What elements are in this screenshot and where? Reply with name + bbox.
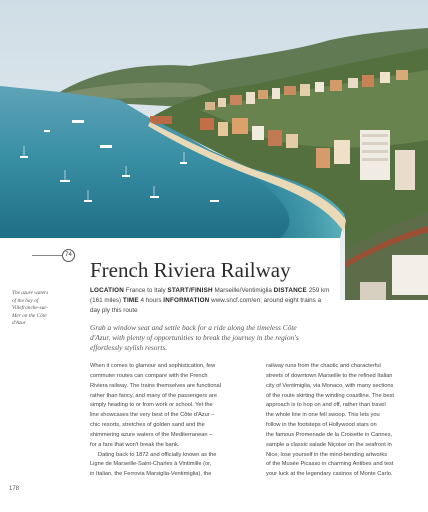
start-finish-label: START/FINISH	[167, 287, 213, 294]
caption-line: Villefranche-sur-	[12, 305, 48, 312]
distance-miles: (161 miles)	[90, 297, 122, 304]
body-line: When it comes to glamour and sophistication, few	[90, 363, 216, 369]
body-line: for a fare that won't break the bank.	[90, 441, 180, 448]
facts-line-1	[90, 286, 336, 296]
intro-line: Grab a window seat and settle back for a ride along the timeless Côte	[90, 323, 297, 332]
distance-label: DISTANCE	[273, 287, 307, 294]
caption-line: The azure waters	[12, 290, 49, 296]
location-value: France to Italy	[125, 287, 166, 294]
body-line: Ligne de Marseille-Saint-Charles à Vintimille (or,	[90, 461, 212, 468]
body-paragraph	[90, 362, 240, 451]
page-title: French Riviera Railway	[90, 258, 291, 282]
body-line: follow in the footsteps of Hollywood stars on	[266, 422, 377, 429]
body-line: sample a classic salade Niçoise on the seafront in	[266, 441, 392, 448]
body-line: simply heading to or from work or school. Yet the	[90, 402, 213, 409]
caption-line: d'Azur	[12, 320, 26, 327]
body-line: city of Ventimiglia, via Monaco, with many sections	[266, 382, 394, 389]
body-column-2	[266, 362, 416, 480]
body-line: the famous Promenade de la Croisette in Cannes,	[266, 431, 393, 438]
photo-caption	[12, 290, 64, 328]
body-line: of the route skirting the winding coastline. The best	[266, 392, 394, 399]
information-value-cont: day ply this route	[90, 307, 138, 314]
body-line: Dating back to 1872 and officially known as the	[98, 451, 217, 458]
body-line: shimmering azure waters of the Mediterranean –	[90, 431, 213, 438]
intro-line: effortlessly stylish resorts.	[90, 343, 168, 352]
location-label: LOCATION	[90, 287, 125, 294]
body-line: rather than fancy, and many of the passengers are	[90, 392, 217, 399]
body-paragraph	[90, 451, 240, 481]
time-label: TIME	[122, 297, 139, 304]
body-line: commuter routes can compare with the French	[90, 372, 208, 379]
intro-standfirst	[90, 323, 340, 353]
route-number-badge: 74	[62, 249, 75, 262]
route-facts	[90, 286, 336, 316]
facts-line-2	[90, 296, 336, 306]
caption-line: of the bay of	[12, 297, 39, 304]
time-value: 4 hours	[140, 297, 162, 304]
body-column-1	[90, 362, 240, 480]
body-line: streets of downtown Marseille to the refined Italian	[266, 372, 393, 379]
body-line: line showcases the very best of the Côte d'Azur –	[90, 412, 215, 419]
distance-value: 259 km	[308, 287, 330, 294]
body-line: Riviera railway. The trains themselves are functional	[90, 382, 221, 389]
body-line: Nice, lose yourself in the mind-bending artworks	[266, 451, 388, 458]
body-line: of the Musée Picasso in charming Antibes and test	[266, 461, 394, 468]
start-finish-value: Marseille/Ventimiglia	[214, 287, 272, 294]
body-line: in Italian, the Ferrovia Marsiglia-Ventimiglia), the	[90, 471, 212, 478]
body-line: approach is to hop on and off, rather than travel	[266, 402, 386, 409]
route-number-rule	[32, 255, 62, 256]
body-line: railway runs from the chaotic and characterful	[266, 363, 381, 369]
information-value: www.sncf.com/en; around eight trains a	[211, 297, 322, 304]
body-line: chic resorts, stretches of golden sand and the	[90, 422, 205, 429]
page-number: 178	[9, 486, 20, 492]
facts-line-3	[90, 306, 336, 316]
body-line: the whole line in one fell swoop. This lets you	[266, 412, 380, 419]
body-line: your luck at the legendary casinos of Monte Carlo.	[266, 471, 393, 478]
intro-line: d'Azur, with plenty of opportunities to break the journey in the region's	[90, 333, 299, 342]
information-label: INFORMATION	[163, 297, 210, 304]
caption-line: Mer on the Côte	[12, 312, 47, 319]
